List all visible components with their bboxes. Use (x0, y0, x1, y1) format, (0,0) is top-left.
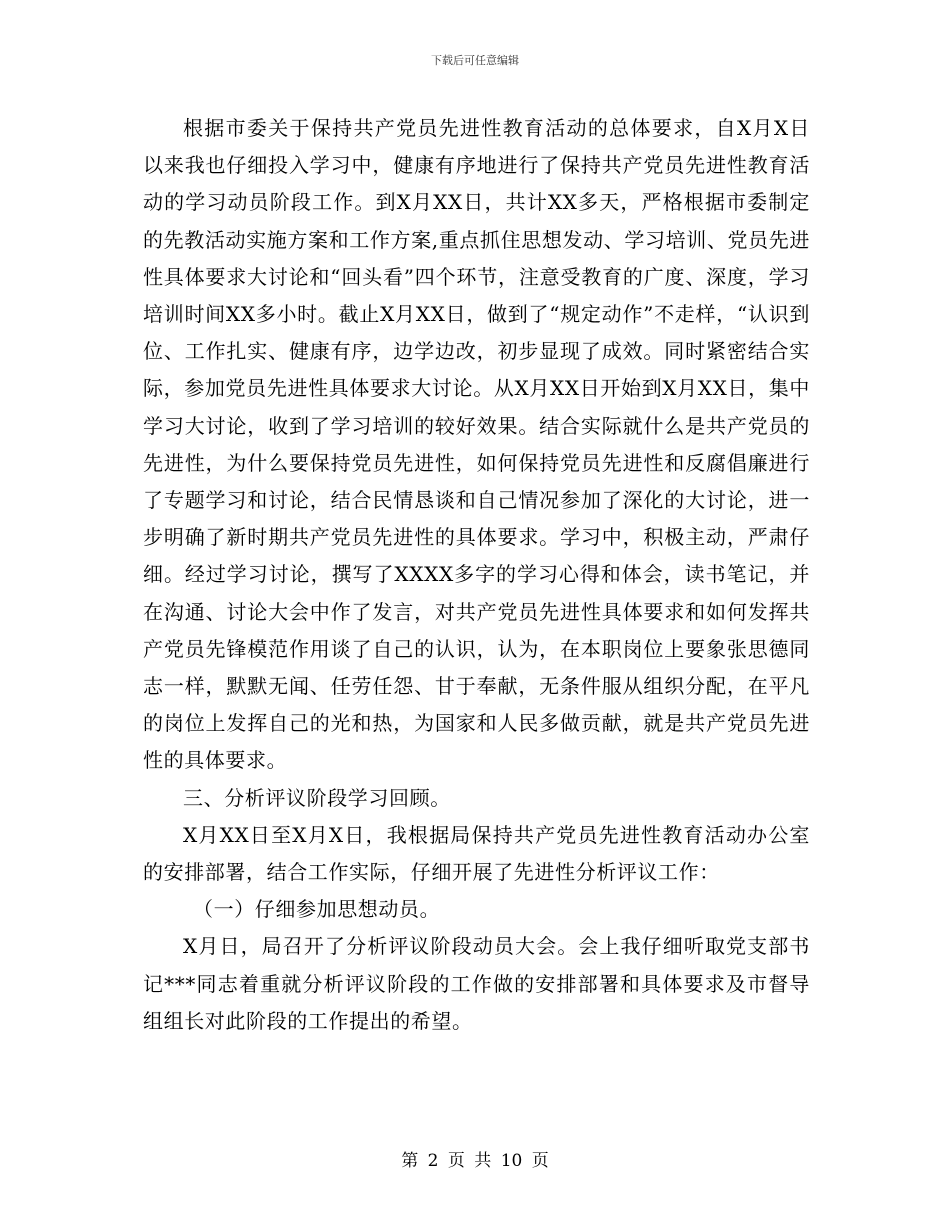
section-heading-analysis-review: 三、分析评议阶段学习回顾。 (183, 785, 451, 810)
paragraph-learning-mobilization: 根据市委关于保持共产党员先进性教育活动的总体要求，自X月X日以来我也仔细投入学习中，健康有序地进行了保持共产党员先进性教育活动的学习动员阶段工作。到X月XX日，共计XX多天，严格根据市委制定的先教活动实施方案和工作方案,重点抓住思想发动、学习培训、党员先进性具体要求大讨论和“回头看”四个环节，注意受教育的广度、深度，学习培训时间XX多小时。截止X月XX日，做到了“规定动作”不走样，“认识到位、工作扎实、健康有序，边学边改，初步显现了成效。同时紧密结合实际，参加党员先进性具体要求大讨论。从X月XX日开始到X月XX日，集中学习大讨论，收到了学习培训的较好效果。结合实际就什么是共产党员的先进性，为什么要保持党员先进性，如何保持党员先进性和反腐倡廉进行了专题学习和讨论，结合民情恳谈和自己情况参加了深化的大讨论，进一步明确了新时期共产党员先进性的具体要求。学习中，积极主动，严肃仔细。经过学习讨论，撰写了XXXX多字的学习心得和体会，读书笔记，并在沟通、讨论大会中作了发言，对共产党员先进性具体要求和如何发挥共产党员先锋模范作用谈了自己的认识，认为，在本职岗位上要象张思德同志一样，默默无闻、任劳任怨、甘于奉献，无条件服从组织分配，在平凡的岗位上发挥自己的光和热，为国家和人民多做贡献，就是共产党员先进性的具体要求。 (143, 116, 810, 773)
page-number-footer: 第 2 页 共 10 页 (401, 1151, 549, 1171)
subheading-thought-mobilization: （一）仔细参加思想动员。 (193, 897, 441, 922)
page-header: 下载后可任意编辑 (431, 54, 519, 67)
paragraph-mobilization-meeting: X月日，局召开了分析评议阶段动员大会。会上我仔细听取党支部书记***同志着重就分析评议阶段的工作做的安排部署和具体要求及市督导组组长对此阶段的工作提出的希望。 (143, 934, 810, 1033)
document-body (143, 110, 810, 1040)
paragraph-analysis-work: X月XX日至X月X日，我根据局保持共产党员先进性教育活动办公室的安排部署，结合工作实际，仔细开展了先进性分析评议工作： (143, 822, 810, 885)
